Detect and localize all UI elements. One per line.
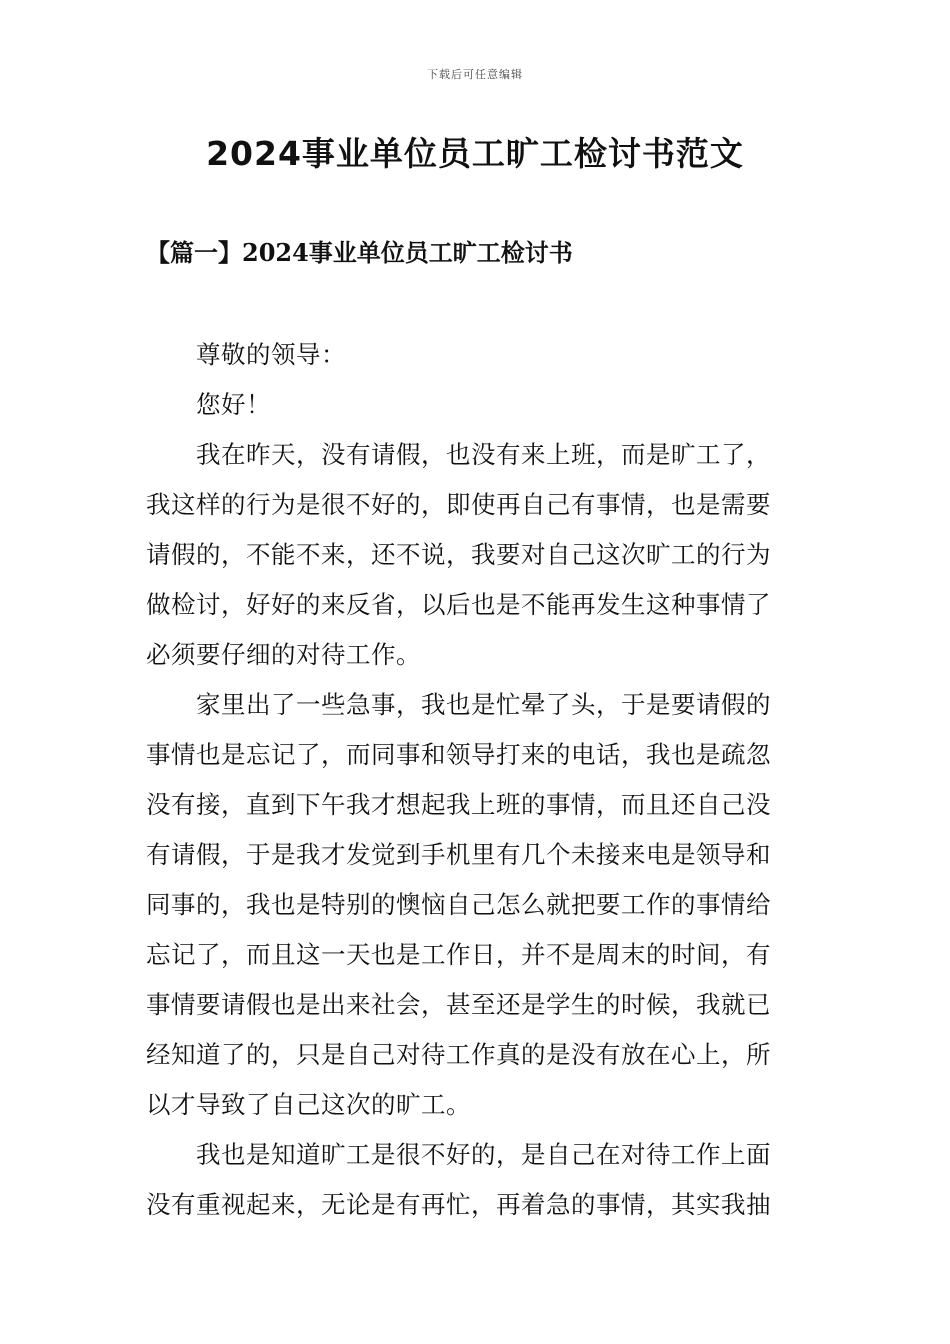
body-line: 做检讨，好好的来反省，以后也是不能再发生这种事情了 <box>146 590 771 619</box>
body-line: 没有接，直到下午我才想起我上班的事情，而且还自己没 <box>146 790 771 819</box>
body-line: 忘记了，而且这一天也是工作日，并不是周末的时间，有 <box>146 940 771 969</box>
body-line: 我也是知道旷工是很不好的，是自己在对待工作上面 <box>196 1140 771 1169</box>
body-line: 事情要请假也是出来社会，甚至还是学生的时候，我就已 <box>146 990 771 1019</box>
body-line: 请假的，不能不来，还不说，我要对自己这次旷工的行为 <box>146 540 771 569</box>
document-body <box>146 330 810 1230</box>
body-line: 同事的，我也是特别的懊恼自己怎么就把要工作的事情给 <box>146 890 771 919</box>
body-line: 有请假，于是我才发觉到手机里有几个未接来电是领导和 <box>146 840 771 869</box>
body-line: 事情也是忘记了，而同事和领导打来的电话，我也是疏忽 <box>146 740 771 769</box>
section-heading: 【篇一】2024事业单位员工旷工检讨书 <box>146 238 573 267</box>
body-line: 我在昨天，没有请假，也没有来上班，而是旷工了， <box>196 440 771 469</box>
document-title: 2024事业单位员工旷工检讨书范文 <box>206 134 744 173</box>
body-line: 我这样的行为是很不好的，即使再自己有事情，也是需要 <box>146 490 771 519</box>
body-line: 以才导致了自己这次的旷工。 <box>146 1090 471 1119</box>
body-line: 没有重视起来，无论是有再忙，再着急的事情，其实我抽 <box>146 1190 771 1219</box>
body-line: 必须要仔细的对待工作。 <box>146 640 421 669</box>
body-line: 经知道了的，只是自己对待工作真的是没有放在心上，所 <box>146 1040 771 1069</box>
salutation: 尊敬的领导： <box>196 340 346 369</box>
header-note: 下载后可任意编辑 <box>427 68 523 81</box>
greeting: 您好！ <box>196 390 271 419</box>
body-line: 家里出了一些急事，我也是忙晕了头，于是要请假的 <box>196 690 771 719</box>
